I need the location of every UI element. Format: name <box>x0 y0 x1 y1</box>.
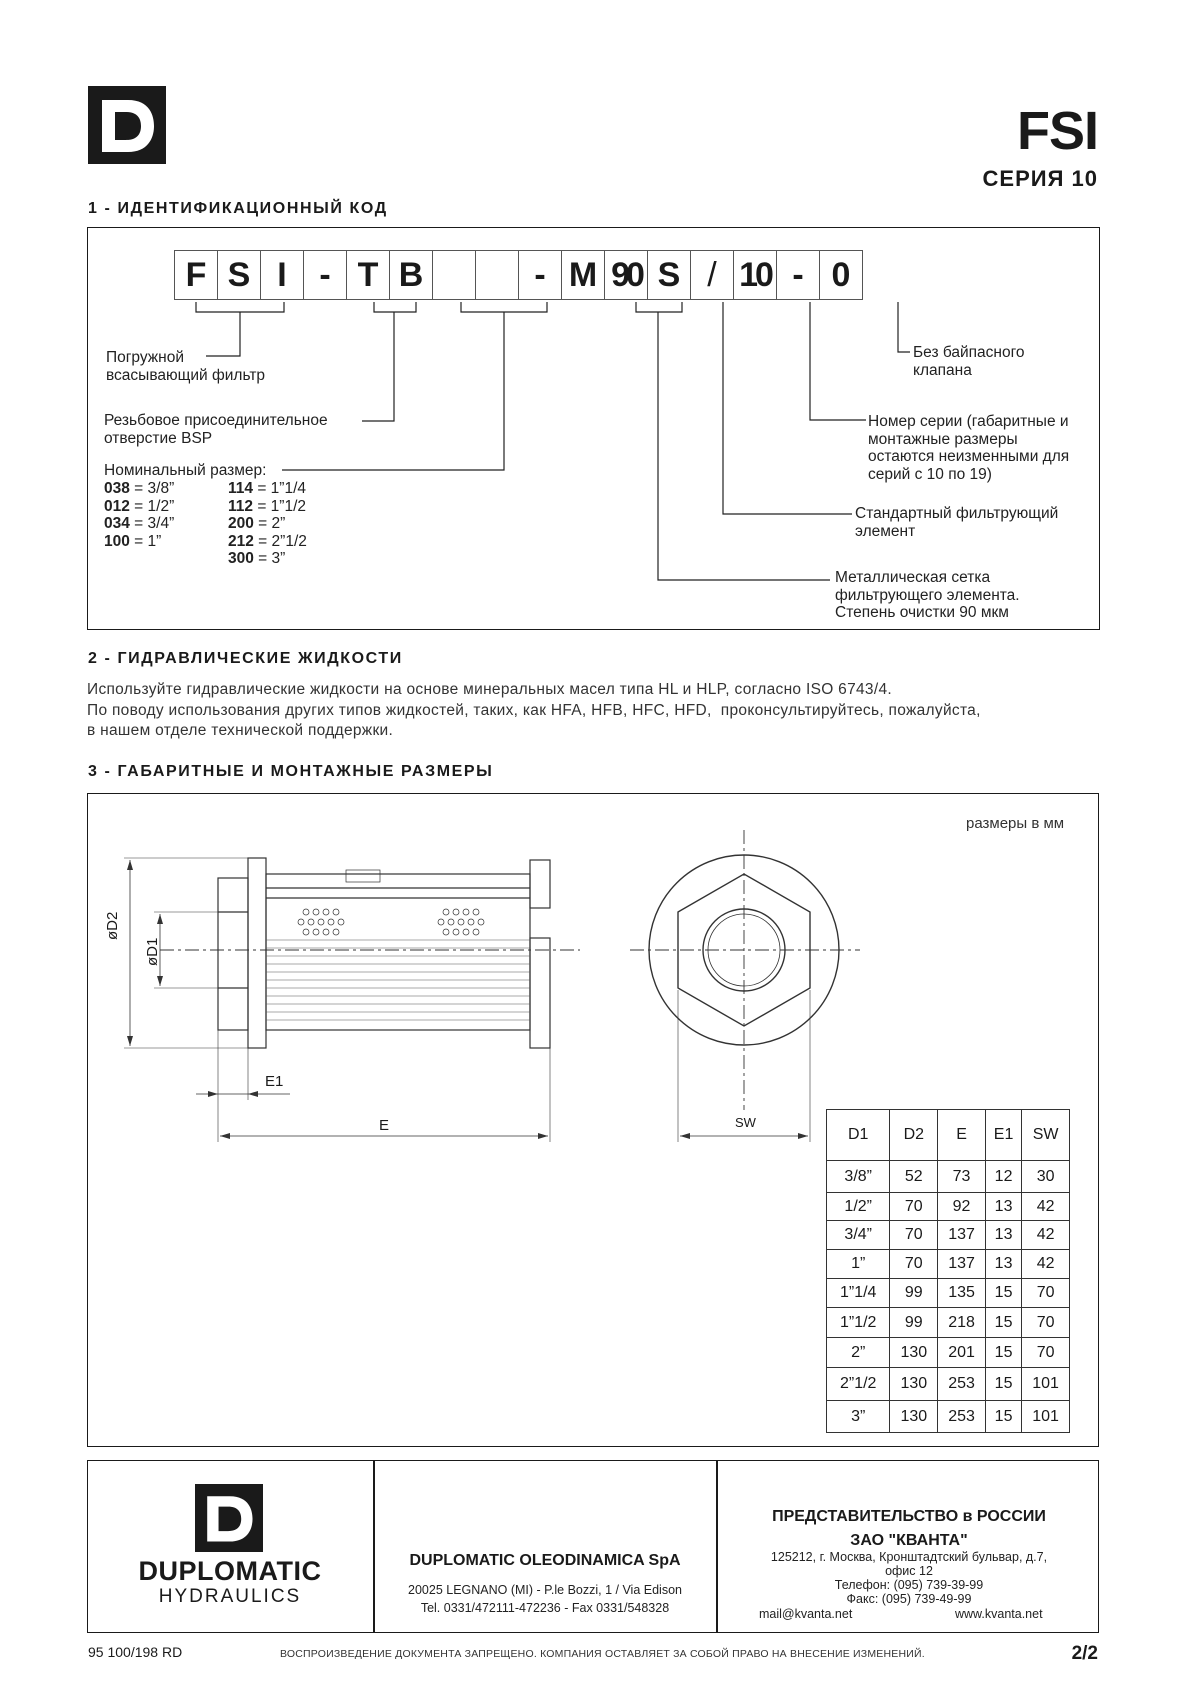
rep-company: ЗАО "КВАНТА" <box>850 1532 968 1549</box>
code-cell: 90 <box>604 250 648 300</box>
size-item: 212 = 2”1/2 <box>228 532 307 550</box>
size-item: 114 = 1”1/4 <box>228 480 307 497</box>
table-cell: 201 <box>938 1338 986 1368</box>
hydraulic-fluids-text: Используйте гидравлические жидкости на основе минеральных масел типа HL и HLP, согласно ISO 6743/4. По поводу использования других типов жидкостей, таких, как HFA, HFB, HFC, HFD, проконсультируйтесь, пожалуйста, в нашем отделе технической поддержки. <box>87 681 981 739</box>
series-subtitle: СЕРИЯ 10 <box>982 166 1098 191</box>
label-submersible: Погружной всасывающий фильтр <box>106 349 266 384</box>
table-cell: 1”1/4 <box>827 1279 890 1308</box>
dimensions-table-body <box>827 1161 1070 1433</box>
doc-number: 95 100/198 RD <box>88 1644 183 1660</box>
code-cell: 10 <box>733 250 777 300</box>
size-item: 038 = 3/8” <box>104 480 175 497</box>
section-3-heading: 3 - ГАБАРИТНЫЕ И МОНТАЖНЫЕ РАЗМЕРЫ <box>88 763 494 780</box>
label-standard-element: Стандартный фильтрующий элемент <box>855 505 1059 540</box>
table-cell: 137 <box>938 1250 986 1279</box>
table-cell: 3/4” <box>827 1221 890 1250</box>
rep-mail: mail@kvanta.net <box>759 1607 853 1621</box>
size-item: 112 = 1”1/2 <box>228 497 307 515</box>
table-cell: 12 <box>985 1161 1021 1193</box>
table-cell: 1”1/2 <box>827 1308 890 1338</box>
table-cell: 2” <box>827 1338 890 1368</box>
footer-brand: DUPLOMATIC <box>138 1556 322 1586</box>
code-cell: - <box>303 250 347 300</box>
table-cell: 13 <box>985 1250 1021 1279</box>
table-cell: 15 <box>985 1401 1021 1433</box>
table-cell: 137 <box>938 1221 986 1250</box>
code-cell: B <box>389 250 433 300</box>
table-cell: 2”1/2 <box>827 1368 890 1401</box>
table-header: D2 <box>890 1110 938 1161</box>
table-cell: 101 <box>1022 1368 1070 1401</box>
table-cell: 13 <box>985 1221 1021 1250</box>
rep-title: ПРЕДСТАВИТЕЛЬСТВО в РОССИИ <box>772 1508 1046 1525</box>
label-metal-mesh: Металлическая сетка фильтрующего элемента. Степень очистки 90 мкм <box>835 569 1020 621</box>
table-cell: 70 <box>1022 1338 1070 1368</box>
table-cell: 130 <box>890 1338 938 1368</box>
code-cell: M <box>561 250 605 300</box>
code-cell: 0 <box>819 250 863 300</box>
table-cell: 15 <box>985 1368 1021 1401</box>
table-row <box>827 1250 1070 1279</box>
table-row <box>827 1221 1070 1250</box>
table-cell: 70 <box>890 1250 938 1279</box>
table-row <box>827 1338 1070 1368</box>
table-cell: 70 <box>1022 1279 1070 1308</box>
size-item: 100 = 1” <box>104 532 162 550</box>
table-header: E <box>938 1110 986 1161</box>
label-series-number: Номер серии (габаритные и монтажные размеры остаются неизменными для серий с 10 по 19) <box>868 413 1070 483</box>
sizes-right-list <box>228 480 307 568</box>
size-item: 034 = 3/4” <box>104 515 175 532</box>
table-row <box>827 1193 1070 1221</box>
dim-label-e: E <box>379 1117 390 1134</box>
label-no-bypass: Без байпасного клапана <box>913 344 1025 379</box>
page-title: FSI <box>1016 101 1098 161</box>
table-row <box>827 1308 1070 1338</box>
table-cell: 101 <box>1022 1401 1070 1433</box>
table-cell: 99 <box>890 1308 938 1338</box>
footer-phones: Tel. 0331/472111-472236 - Fax 0331/548328 <box>420 1601 670 1615</box>
table-cell: 15 <box>985 1279 1021 1308</box>
dim-label-d2: øD2 <box>104 911 121 940</box>
code-cell: F <box>174 250 218 300</box>
dim-label-e1: E1 <box>265 1073 284 1090</box>
code-cell: / <box>690 250 734 300</box>
section-1-heading: 1 - ИДЕНТИФИКАЦИОННЫЙ КОД <box>88 200 388 217</box>
logo-d-icon <box>195 1484 263 1552</box>
table-cell: 52 <box>890 1161 938 1193</box>
table-cell: 13 <box>985 1193 1021 1221</box>
table-cell: 130 <box>890 1368 938 1401</box>
rep-address: 125212, г. Москва, Кронштадтский бульвар, д.7, офис 12 <box>770 1550 1048 1578</box>
table-header: SW <box>1022 1110 1070 1161</box>
code-leader-lines <box>0 0 1200 640</box>
code-cell: I <box>260 250 304 300</box>
table-cell: 1” <box>827 1250 890 1279</box>
table-row <box>827 1401 1070 1433</box>
code-cell: - <box>776 250 820 300</box>
code-cell: - <box>518 250 562 300</box>
table-row <box>827 1161 1070 1193</box>
size-item: 200 = 2” <box>228 515 286 532</box>
table-cell: 218 <box>938 1308 986 1338</box>
table-cell: 42 <box>1022 1250 1070 1279</box>
table-cell: 253 <box>938 1368 986 1401</box>
table-header: E1 <box>985 1110 1021 1161</box>
table-cell: 99 <box>890 1279 938 1308</box>
table-header-row <box>827 1110 1070 1161</box>
table-cell: 1/2” <box>827 1193 890 1221</box>
table-header: D1 <box>827 1110 890 1161</box>
table-cell: 92 <box>938 1193 986 1221</box>
rep-phone: Телефон: (095) 739-39-99 <box>834 1578 984 1592</box>
dim-label-d1: øD1 <box>144 937 161 966</box>
table-cell: 135 <box>938 1279 986 1308</box>
section-2-heading: 2 - ГИДРАВЛИЧЕСКИЕ ЖИДКОСТИ <box>88 650 403 667</box>
code-cell: T <box>346 250 390 300</box>
disclaimer: ВОСПРОИЗВЕДЕНИЕ ДОКУМЕНТА ЗАПРЕЩЕНО. КОМПАНИЯ ОСТАВЛЯЕТ ЗА СОБОЙ ПРАВО НА ВНЕСЕНИЕ ИЗМЕНЕНИЙ. <box>280 1648 925 1660</box>
footer-address: 20025 LEGNANO (MI) - P.le Bozzi, 1 / Via Edison <box>408 1583 682 1597</box>
footer-logo <box>195 1484 263 1552</box>
size-item: 012 = 1/2” <box>104 497 175 515</box>
table-cell: 70 <box>1022 1308 1070 1338</box>
table-cell: 15 <box>985 1308 1021 1338</box>
code-cell: S <box>647 250 691 300</box>
table-cell: 30 <box>1022 1161 1070 1193</box>
label-thread-bsp: Резьбовое присоединительное отверстие BSP <box>104 412 328 447</box>
label-nominal-size: Номинальный размер: <box>104 462 267 479</box>
table-cell: 42 <box>1022 1193 1070 1221</box>
table-cell: 70 <box>890 1221 938 1250</box>
rep-web: www.kvanta.net <box>955 1607 1043 1621</box>
sizes-left-list <box>104 480 174 550</box>
filter-drawing <box>0 800 900 1160</box>
table-cell: 73 <box>938 1161 986 1193</box>
footer-company: DUPLOMATIC OLEODINAMICA SpA <box>409 1552 681 1569</box>
table-cell: 253 <box>938 1401 986 1433</box>
units-note: размеры в мм <box>966 815 1065 832</box>
table-cell: 3” <box>827 1401 890 1433</box>
table-row <box>827 1279 1070 1308</box>
page-number: 2/2 <box>1071 1643 1098 1664</box>
footer-brand-sub: HYDRAULICS <box>158 1586 302 1607</box>
table-cell: 42 <box>1022 1221 1070 1250</box>
code-cell: S <box>217 250 261 300</box>
table-cell: 3/8” <box>827 1161 890 1193</box>
size-item: 300 = 3” <box>228 550 286 567</box>
table-cell: 15 <box>985 1338 1021 1368</box>
table-row <box>827 1368 1070 1401</box>
dim-label-sw: SW <box>735 1115 756 1130</box>
table-cell: 70 <box>890 1193 938 1221</box>
dimensions-table <box>826 1109 1070 1433</box>
table-cell: 130 <box>890 1401 938 1433</box>
rep-fax: Факс: (095) 739-49-99 <box>846 1592 972 1606</box>
